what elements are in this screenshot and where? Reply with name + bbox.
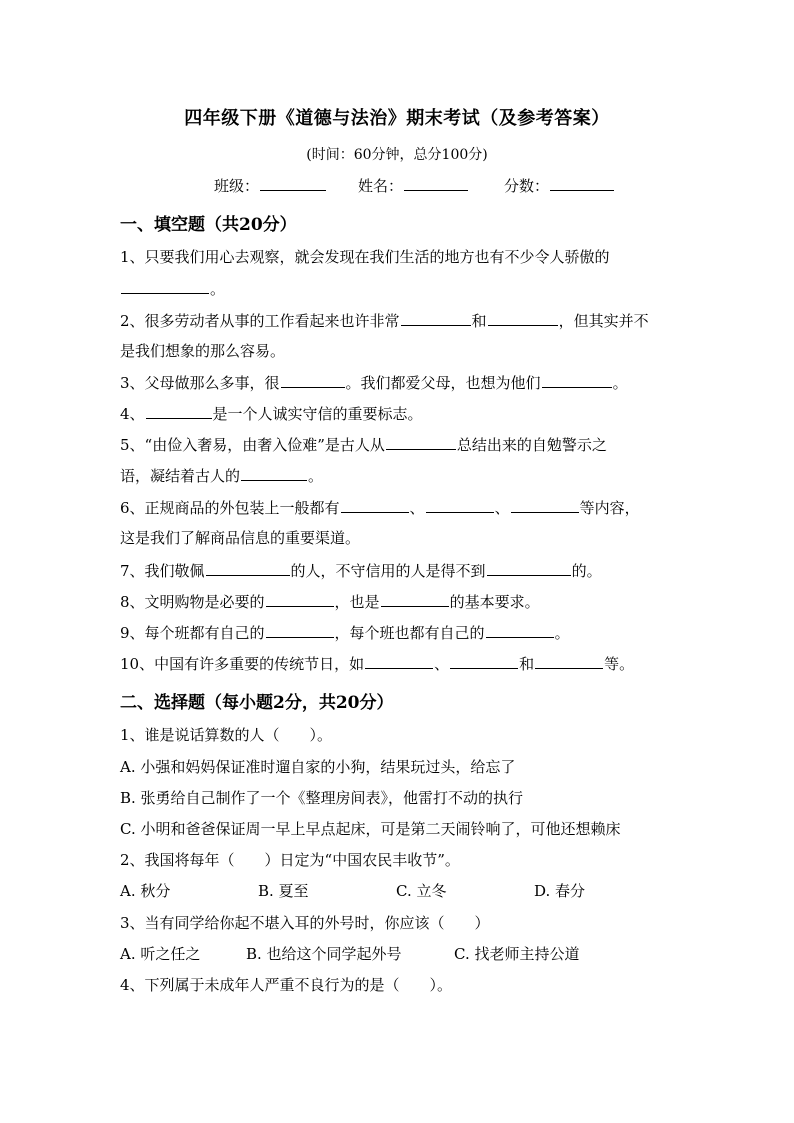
answer-blank [266,621,334,638]
text-fragment: 、 [434,655,450,673]
choice-question-2: 2、我国将每年（ ）日定为“中国农民丰收节”。 [120,851,460,869]
choice-question-4: 4、下列属于未成年人严重不良行为的是（ ）。 [120,976,453,994]
choice-1-option-b: B. 张勇给自己制作了一个《整理房间表》，他雷打不动的执行 [120,789,524,807]
question-8 [120,590,540,613]
answer-blank [121,277,209,294]
score-field [504,174,615,196]
answer-blank [542,371,612,388]
text-fragment: 10、中国有许多重要的传统节日，如 [120,655,365,673]
class-field [214,174,327,196]
answer-blank [486,621,554,638]
answer-blank [386,433,456,450]
text-fragment: 语，凝结着古人的 [120,467,241,485]
text-fragment: 9、每个班都有自己的 [120,624,265,642]
question-6-line2: 这是我们了解商品信息的重要渠道。 [120,529,361,547]
score-blank [550,174,614,191]
answer-blank [450,652,518,669]
choice-3-option-c: C. 找老师主持公道 [454,945,580,963]
text-fragment: 、 [409,499,425,517]
text-fragment: 和 [471,312,487,330]
class-label: 班级： [214,177,260,195]
question-9 [120,621,570,644]
text-fragment: 的人，不守信用的人是得不到 [290,562,486,580]
text-fragment: 是一个人诚实守信的重要标志。 [212,405,423,423]
choice-2-option-b: B. 夏至 [258,882,309,900]
question-7 [120,559,602,582]
text-fragment: 和 [519,655,535,673]
name-blank [404,174,468,191]
name-field [358,174,469,196]
answer-blank [381,590,449,607]
answer-blank [281,371,345,388]
text-fragment: 。 [612,374,628,392]
answer-blank [341,496,409,513]
answer-blank [401,309,471,326]
question-1-line1: 1、只要我们用心去观察，就会发现在我们生活的地方也有不少令人骄傲的 [120,248,610,266]
text-fragment: 。我们都爱父母，也想为他们 [345,374,541,392]
text-fragment: 的基本要求。 [449,593,540,611]
answer-blank [266,590,334,607]
name-label: 姓名： [358,177,404,195]
section1-heading: 一、填空题（共20分） [120,215,297,235]
question-5-line1 [120,433,607,456]
choice-question-1: 1、谁是说话算数的人（ ）。 [120,726,333,744]
question-6-line1 [120,496,640,519]
text-fragment: 4、 [120,405,145,423]
answer-blank [487,559,571,576]
text-fragment: 。 [308,467,324,485]
text-fragment: ，但其实并不 [558,312,649,330]
score-label: 分数： [504,177,550,195]
text-fragment: 等。 [604,655,635,673]
exam-subtitle: (时间：60分钟，总分100分) [306,147,488,163]
answer-blank [365,652,433,669]
answer-blank [535,652,603,669]
text-fragment: ，每个班也都有自己的 [334,624,485,642]
choice-3-option-b: B. 也给这个同学起外号 [246,945,402,963]
answer-blank [488,309,558,326]
question-1-line2 [120,277,225,300]
choice-3-option-a: A. 听之任之 [120,945,201,963]
text-fragment: 8、文明购物是必要的 [120,593,265,611]
text-fragment: 。 [210,280,226,298]
text-fragment: 5、“由俭入奢易，由奢入俭难”是古人从 [120,436,385,454]
choice-question-3: 3、当有同学给你起不堪入耳的外号时，你应该（ ） [120,914,490,932]
question-4 [120,402,423,425]
text-fragment: 。 [554,624,570,642]
answer-blank [241,464,307,481]
choice-1-option-c: C. 小明和爸爸保证周一早上早点起床，可是第二天闹铃响了，可他还想赖床 [120,820,621,838]
text-fragment: 7、我们敬佩 [120,562,205,580]
section2-heading: 二、选择题（每小题2分，共20分） [120,693,394,713]
text-fragment: 3、父母做那么多事，很 [120,374,280,392]
exam-title: 四年级下册《道德与法治》期末考试（及参考答案） [184,108,610,129]
answer-blank [206,559,290,576]
text-fragment: 总结出来的自勉警示之 [456,436,607,454]
question-5-line2 [120,464,323,487]
text-fragment: 的。 [571,562,602,580]
class-blank [260,174,326,191]
question-10 [120,652,634,675]
question-2-line1 [120,309,649,332]
text-fragment: 、 [494,499,510,517]
text-fragment: 6、正规商品的外包装上一般都有 [120,499,340,517]
text-fragment: 2、很多劳动者从事的工作看起来也许非常 [120,312,400,330]
answer-blank [426,496,494,513]
choice-2-option-c: C. 立冬 [396,882,447,900]
question-2-line2: 是我们想象的那么容易。 [120,342,286,360]
text-fragment: 等内容， [579,499,640,517]
choice-1-option-a: A. 小强和妈妈保证准时遛自家的小狗，结果玩过头，给忘了 [120,758,516,776]
question-3 [120,371,628,394]
answer-blank [146,402,212,419]
text-fragment: ，也是 [334,593,380,611]
choice-2-option-a: A. 秋分 [120,882,171,900]
choice-2-option-d: D. 春分 [534,882,586,900]
answer-blank [511,496,579,513]
